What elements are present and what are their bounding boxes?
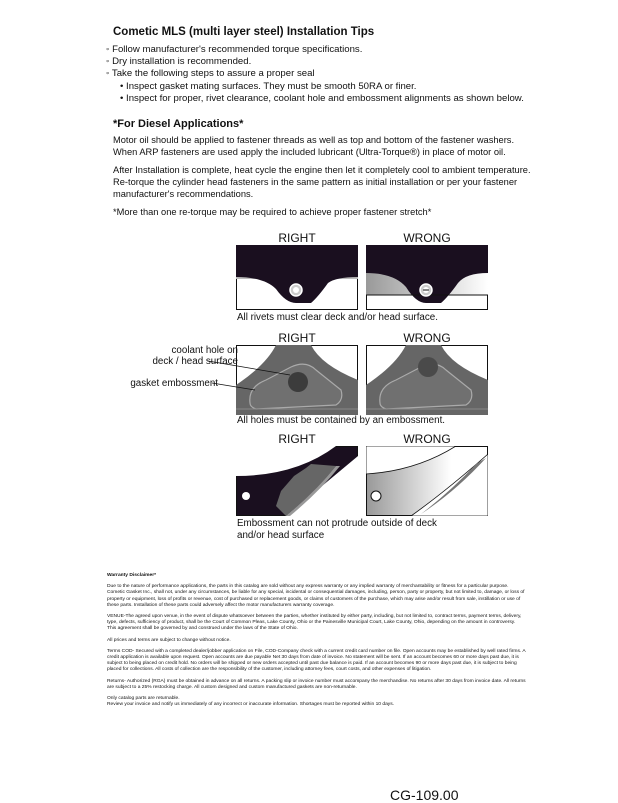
diesel-paragraph: After Installation is complete, heat cycle the engine then let it completely cool to ambient temperature. Re-torque the cylinder head fasteners in the same pattern as initial installation or per your fastener manufacturer's recommendations. <box>113 165 531 199</box>
subtip-item: • Inspect gasket mating surfaces. They must be smooth 50RA or finer. <box>120 80 417 92</box>
caption-holes: All holes must be contained by an embossment. <box>237 415 446 426</box>
terms-paragraph: Terms COD- Secured with a completed dealer/jobber application on File, COD-Company check with a current credit card number on file. Open accounts may be established by well rated firms. A credit application is available upon request. Open accounts are due payable Net 30 days from date of invoice. No statement will be sent. If an account becomes 60 or more days past due, it is subject to being placed on credit hold. No orders will be shipped or new orders accepted until past due balance is paid. If an account becomes 90 or more days past due, it is subject to being placed for collections. All costs of collection are the responsibility of the customer, including attorney fees, court costs, and other expenses of litigation. <box>107 648 526 673</box>
label-right: RIGHT <box>278 331 316 345</box>
subtip-item: • Inspect for proper, rivet clearance, coolant hole and embossment alignments as shown below. <box>120 92 524 104</box>
embossment-right-diagram <box>236 446 358 516</box>
label-wrong: WRONG <box>403 432 451 446</box>
catalog-paragraph: Only catalog parts are returnable. Review your invoice and notify us immediately of any incorrect or inaccurate information. Shortages must be reported within 10 days. <box>107 696 395 708</box>
warranty-paragraph: Due to the nature of performance applications, the parts in this catalog are sold without any express warranty or any implied warranty of merchantability or fitness for a particular purpose. Cometic Gasket Inc., shall not, under any circumstances, be liable for any special, incidental or consequential damages, including, person, party or property, but not limited to, damage, or loss of property or equipment, loss of profits or revenue, cost of purchased or replacement goods, or claims of customers of the purchase, which may arise and/or result from sale, instillation or use of these parts. Installation of these parts could adversely affect the motor manufacturers warranty coverage. <box>107 584 525 608</box>
tip-item: ◦ Follow manufacturer's recommended torque specifications. <box>106 44 363 55</box>
tip-item: ◦ Dry installation is recommended. <box>106 56 252 68</box>
diesel-paragraph: Motor oil should be applied to fastener threads as well as top and bottom of the fastener washers. When ARP fasteners are used apply the included lubricant (Ultra-Torque®) in place of motor oil. <box>113 135 515 157</box>
diesel-note: *More than one re-torque may be required to achieve proper fastener stretch* <box>113 207 432 217</box>
caption-rivets: All rivets must clear deck and/or head surface. <box>237 312 438 323</box>
warranty-section <box>107 573 527 713</box>
label-right: RIGHT <box>278 231 316 245</box>
prices-paragraph: All prices and terms are subject to change without notice. <box>107 637 231 643</box>
tip-item: ◦ Take the following steps to assure a proper seal <box>106 68 315 80</box>
callout-gasket-embossment: gasket embossment <box>130 378 218 389</box>
callout-coolant-hole: coolant hole on deck / head surface <box>152 345 238 367</box>
page-title: Cometic MLS (multi layer steel) Installation Tips <box>113 26 375 38</box>
label-wrong: WRONG <box>403 231 451 245</box>
warranty-heading: Warranty Disclaimer* <box>107 573 157 578</box>
returns-paragraph: Returns- Authorized (RGA) must be obtained in advance on all returns. A packing slip or invoice number must accompany the merchandise. No returns after 30 days from invoice date. All returns are subject to a 25% restocking charge. All custom designed and custom manufactured gaskets are non-returnable. <box>107 678 526 690</box>
label-wrong: WRONG <box>403 331 451 345</box>
embossment-wrong-diagram <box>366 446 488 516</box>
caption-embossment: Embossment can not protrude outside of deck and/or head surface <box>237 518 437 541</box>
label-right: RIGHT <box>278 432 316 446</box>
venue-paragraph: VENUE-The agreed upon venue, in the event of dispute whatsoever between the parties, whether instituted by either party, including, but not limited to, contract terms, payment terms, delivery, type, defects, sufficiency of product, shall be the Court of Common Pleas, Lake County, Ohio or the Painesville Municipal Court, Lake County, Ohio, depending on the amount in controversy. This agreement shall be governed by and construed under the laws of the State of Ohio. <box>107 614 522 632</box>
diesel-heading: *For Diesel Applications* <box>113 118 244 130</box>
page-code: CG-109.00 <box>390 787 459 803</box>
